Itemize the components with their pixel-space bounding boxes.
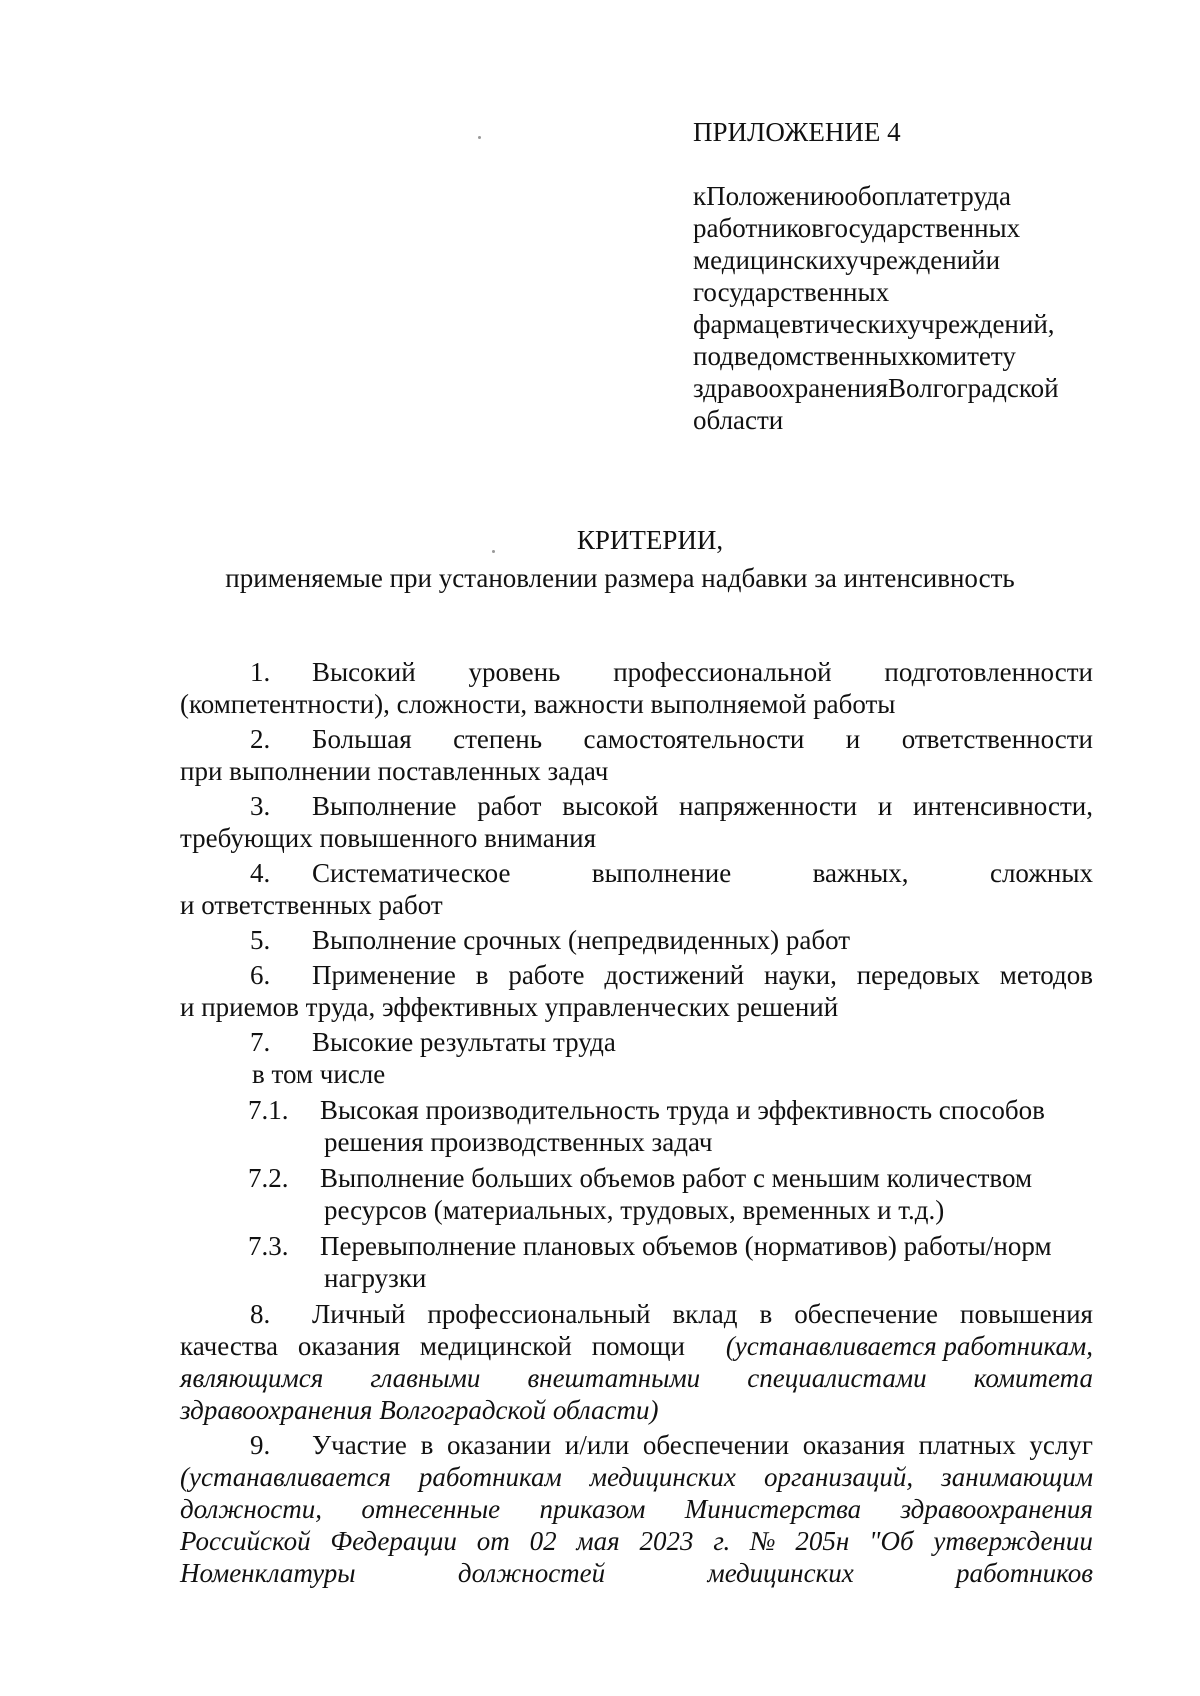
criterion-9-note — [180, 1525, 1093, 1557]
word: фармацевтических — [693, 309, 908, 339]
word: должности, — [180, 1494, 323, 1524]
word: здравоохранения — [900, 1494, 1093, 1524]
criterion-6-cont: и приемов труда, эффективных управленческих решений — [180, 992, 839, 1022]
appendix-line — [693, 276, 1093, 308]
criterion-9 — [180, 1429, 1093, 1461]
word: степень — [453, 724, 543, 754]
word: достижений — [604, 960, 745, 990]
word: работникам — [418, 1462, 562, 1492]
word: обеспечение — [794, 1299, 939, 1329]
word: Применение — [312, 960, 456, 990]
criterion-text — [312, 857, 1093, 889]
word: Выполнение — [312, 791, 457, 821]
word: к — [693, 181, 707, 211]
appendix-line — [693, 340, 1093, 372]
word: Федерации — [330, 1526, 457, 1556]
word: занимающим — [941, 1462, 1093, 1492]
word: государственных — [693, 277, 890, 307]
criterion-2-cont: при выполнении поставленных задач — [180, 756, 609, 786]
criterion-number: 1. — [250, 657, 271, 687]
word: интенсивности, — [913, 791, 1093, 821]
word: Волгоградской — [888, 373, 1059, 403]
criterion-text: Выполнение срочных (непредвиденных) работ — [312, 925, 851, 955]
criterion-4 — [180, 857, 1093, 889]
word: Номенклатуры — [180, 1558, 356, 1588]
criterion-3 — [180, 790, 1093, 822]
word: помощи — [591, 1331, 685, 1361]
word: утверждении — [933, 1526, 1093, 1556]
word: Министерства — [684, 1494, 862, 1524]
word: медицинских — [693, 245, 846, 275]
criterion-text: Высокие результаты труда — [312, 1027, 616, 1057]
word: медицинских — [707, 1558, 854, 1588]
word: организаций, — [763, 1462, 914, 1492]
word: качества — [180, 1331, 279, 1361]
word: главными — [370, 1363, 481, 1393]
appendix-title: ПРИЛОЖЕНИЕ 4 — [693, 117, 901, 147]
word: профессиональный — [427, 1299, 651, 1329]
appendix-line — [693, 372, 1093, 404]
criterion-number: 2. — [250, 724, 271, 754]
criterion-8-cont — [180, 1330, 1093, 1362]
criterion-text — [312, 1298, 1093, 1330]
word: работе — [508, 960, 585, 990]
word: комитету — [910, 341, 1016, 371]
appendix-line — [693, 244, 1093, 276]
word: работников — [693, 213, 825, 243]
subcriterion-text: Перевыполнение плановых объемов (нормативов) работы/норм — [320, 1231, 1052, 1261]
word: оказания — [297, 1331, 401, 1361]
word: в — [475, 960, 489, 990]
word: Российской — [180, 1526, 311, 1556]
appendix-line — [693, 404, 1093, 436]
subcriterion-number: 7.1. — [248, 1095, 289, 1125]
criterion-6 — [180, 959, 1093, 991]
word: медицинских — [589, 1462, 736, 1492]
appendix-line — [693, 212, 1093, 244]
word: № — [750, 1526, 776, 1556]
word: отнесенные — [361, 1494, 501, 1524]
word: внештатными — [527, 1363, 701, 1393]
word: оказания — [802, 1430, 905, 1460]
criterion-text — [312, 656, 1093, 688]
word: работников — [956, 1558, 1093, 1588]
word: в — [759, 1299, 773, 1329]
criterion-7 — [180, 1026, 1093, 1058]
word: медицинской — [419, 1331, 572, 1361]
word: подготовленности — [884, 657, 1093, 687]
word: (устанавливается — [180, 1462, 391, 1492]
word: и/или — [564, 1430, 630, 1460]
criterion-text — [312, 959, 1093, 991]
word: методов — [999, 960, 1093, 990]
word: комитета — [973, 1363, 1093, 1393]
subcriterion-7-3 — [180, 1230, 1093, 1262]
word: 2023 — [639, 1526, 694, 1556]
criteria-list — [180, 656, 1093, 1589]
word: и — [877, 791, 893, 821]
criterion-number: 6. — [250, 960, 271, 990]
criterion-9-note — [180, 1557, 1093, 1589]
subcriterion-7-3-cont: нагрузки — [324, 1263, 427, 1293]
word: высокой — [562, 791, 659, 821]
word: являющимся — [180, 1363, 324, 1393]
word: и — [985, 245, 1001, 275]
subcriterion-7-1-cont: решения производственных задач — [324, 1127, 713, 1157]
word: важных, — [812, 858, 909, 888]
word: вклад — [672, 1299, 738, 1329]
word: приказом — [539, 1494, 646, 1524]
criterion-number: 8. — [250, 1299, 271, 1329]
word: повышения — [960, 1299, 1093, 1329]
appendix-line — [693, 180, 1093, 212]
criterion-text — [312, 790, 1093, 822]
word: мая — [576, 1526, 620, 1556]
criterion-8 — [180, 1298, 1093, 1330]
word: г. — [713, 1526, 731, 1556]
criterion-text — [312, 723, 1093, 755]
criterion-2 — [180, 723, 1093, 755]
criterion-5 — [180, 924, 1093, 956]
document-title: КРИТЕРИИ, — [576, 525, 724, 555]
word: профессиональной — [613, 657, 832, 687]
word: Высокий — [312, 657, 416, 687]
word: "Об — [869, 1526, 914, 1556]
word: передовых — [856, 960, 980, 990]
criterion-note: (устанавливается работникам, — [725, 1331, 1093, 1361]
word: самостоятельности — [583, 724, 805, 754]
word: напряженности — [679, 791, 858, 821]
word: Положению — [706, 181, 845, 211]
word: оплате — [871, 181, 949, 211]
word: обеспечении — [642, 1430, 790, 1460]
criterion-text — [180, 1330, 685, 1362]
word: здравоохранения — [693, 373, 889, 403]
criterion-number: 4. — [250, 858, 271, 888]
word: труда — [948, 181, 1011, 211]
word: сложных — [989, 858, 1093, 888]
criterion-1 — [180, 656, 1093, 688]
word: ответственности — [901, 724, 1093, 754]
criterion-4-cont: и ответственных работ — [180, 890, 443, 920]
word: подведомственных — [693, 341, 911, 371]
subcriterion-7-1 — [180, 1094, 1093, 1126]
word: платных — [918, 1430, 1016, 1460]
word: учреждений, — [907, 309, 1055, 339]
word: оказании — [447, 1430, 552, 1460]
criterion-9-note — [180, 1493, 1093, 1525]
scan-dot — [492, 550, 495, 553]
subcriterion-7-2 — [180, 1162, 1093, 1194]
word: и — [845, 724, 861, 754]
subcriterion-text: Высокая производительность труда и эффективность способов — [320, 1095, 1045, 1125]
criterion-7-note: в том числе — [252, 1059, 386, 1089]
criterion-number: 3. — [250, 791, 271, 821]
word: области — [693, 405, 784, 435]
subcriterion-text: Выполнение больших объемов работ с меньшим количеством — [320, 1163, 1033, 1193]
word: от — [476, 1526, 510, 1556]
criterion-8-note — [180, 1362, 1093, 1394]
word: специалистами — [747, 1363, 927, 1393]
document-subtitle: применяемые при установлении размера надбавки за интенсивность — [225, 563, 1015, 593]
word: 205н — [795, 1526, 850, 1556]
criterion-number: 9. — [250, 1430, 271, 1460]
scan-dot — [478, 136, 481, 139]
criterion-number: 7. — [250, 1027, 271, 1057]
word: Систематическое — [312, 858, 511, 888]
word: уровень — [468, 657, 561, 687]
word: выполнение — [591, 858, 732, 888]
word: в — [420, 1430, 434, 1460]
word: Участие — [312, 1430, 407, 1460]
criterion-1-cont: (компетентности), сложности, важности выполняемой работы — [180, 689, 896, 719]
criterion-9-note — [180, 1461, 1093, 1493]
word: об — [844, 181, 872, 211]
appendix-reference — [693, 180, 1093, 436]
word: Личный — [312, 1299, 406, 1329]
word: должностей — [457, 1558, 606, 1588]
subcriterion-number: 7.3. — [248, 1231, 289, 1261]
criterion-number: 5. — [250, 925, 271, 955]
word: Большая — [312, 724, 412, 754]
appendix-line — [693, 308, 1093, 340]
subcriterion-number: 7.2. — [248, 1163, 289, 1193]
word: услуг — [1029, 1430, 1093, 1460]
word: науки, — [763, 960, 837, 990]
word: 02 — [529, 1526, 557, 1556]
word: государственных — [824, 213, 1021, 243]
criterion-8-note-end: здравоохранения Волгоградской области) — [180, 1395, 659, 1425]
subcriterion-7-2-cont: ресурсов (материальных, трудовых, временных и т.д.) — [324, 1195, 945, 1225]
word: работ — [477, 791, 542, 821]
criterion-3-cont: требующих повышенного внимания — [180, 823, 596, 853]
word: учреждений — [845, 245, 986, 275]
criterion-text — [312, 1429, 1093, 1461]
